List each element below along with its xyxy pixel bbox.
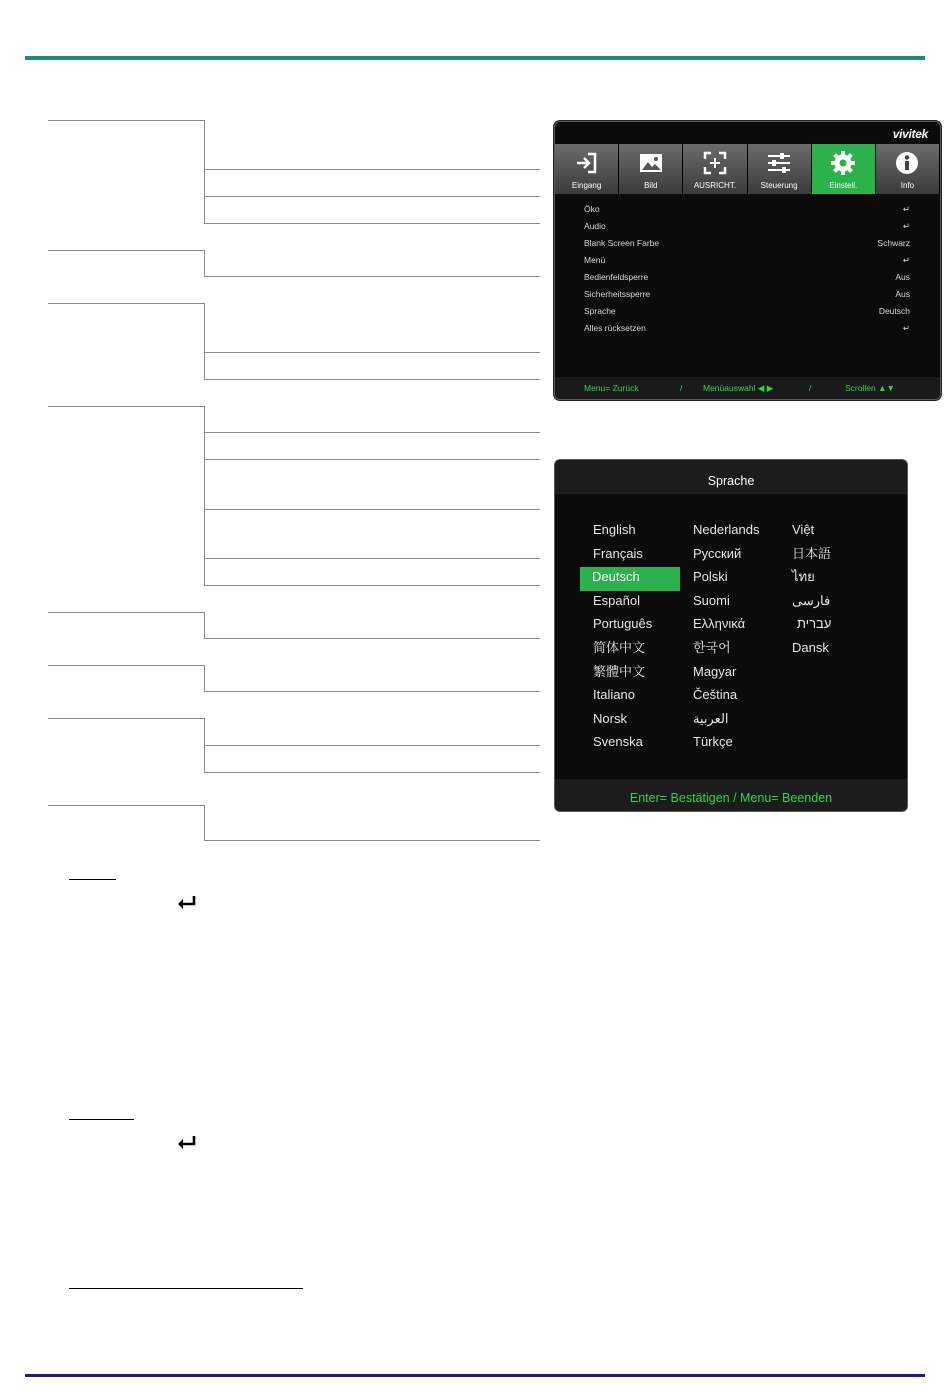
language-option[interactable]: Türkçe	[693, 734, 733, 750]
tab-label: AUSRICHT.	[693, 181, 737, 190]
language-option[interactable]: Čeština	[693, 687, 738, 703]
tab-eingang[interactable]	[555, 144, 619, 194]
tab-label: Eingang	[571, 181, 602, 190]
language-option[interactable]: Norsk	[593, 710, 627, 726]
image-icon	[638, 150, 664, 176]
info-icon	[894, 150, 920, 176]
language-option[interactable]: 繁體中文	[593, 663, 646, 679]
input-icon	[574, 150, 600, 176]
menu-row-oeko[interactable]	[555, 202, 940, 219]
section-underline	[69, 1288, 303, 1289]
tab-steuerung[interactable]	[748, 144, 812, 194]
section-underline	[69, 879, 116, 880]
language-option[interactable]: العربية	[693, 710, 729, 726]
language-option[interactable]: English	[593, 522, 636, 537]
language-menu-title: Sprache	[555, 460, 907, 494]
menu-row-label: Sicherheitssperre	[584, 289, 651, 299]
menu-row-label: Sprache	[584, 306, 616, 316]
footer-scroll: Scrollen ▲▼	[845, 383, 895, 393]
tab-label: Info	[900, 181, 915, 190]
enter-icon: ↵	[902, 204, 910, 214]
language-option[interactable]: עברית	[797, 616, 832, 632]
gear-icon	[830, 150, 856, 176]
language-column-2	[681, 520, 780, 756]
language-option[interactable]: Việt	[792, 522, 815, 537]
osd-footer	[555, 377, 940, 399]
language-option[interactable]: 日本語	[792, 545, 832, 561]
language-option[interactable]: Magyar	[693, 663, 737, 679]
language-option[interactable]: Svenska	[593, 734, 643, 750]
language-option[interactable]: Português	[593, 616, 653, 632]
enter-icon	[176, 1135, 198, 1151]
osd-settings-menu	[554, 121, 941, 400]
section-underline	[69, 1119, 134, 1120]
sliders-icon	[766, 150, 792, 176]
language-option[interactable]: Suomi	[693, 592, 730, 608]
tab-info[interactable]	[876, 144, 940, 194]
footer-separator: /	[809, 383, 812, 393]
enter-icon: ↵	[902, 255, 910, 265]
language-option[interactable]: Français	[593, 545, 643, 561]
menu-row-value: Aus	[895, 272, 910, 282]
menu-row-value: Aus	[895, 289, 910, 299]
menu-row-value: Schwarz	[877, 238, 910, 248]
footer-select: Menüauswahl ◀ ▶	[703, 383, 774, 393]
enter-icon	[176, 895, 198, 911]
menu-row-menue[interactable]	[555, 253, 940, 270]
language-option[interactable]: Español	[593, 592, 640, 608]
menu-row-alles-ruecksetzen[interactable]	[555, 321, 940, 338]
menu-row-label: Menü	[584, 255, 606, 265]
menu-row-audio[interactable]	[555, 219, 940, 236]
menu-row-bedienfeldsperre[interactable]	[555, 270, 940, 287]
footer-separator: /	[680, 383, 683, 393]
menu-row-sicherheitssperre[interactable]	[555, 287, 940, 304]
tab-einstell[interactable]	[812, 144, 876, 194]
language-option-selected[interactable]: Deutsch	[580, 567, 680, 591]
menu-row-blank-screen-farbe[interactable]	[555, 236, 940, 253]
menu-row-label: Audio	[584, 221, 606, 231]
language-option[interactable]: Italiano	[593, 687, 635, 703]
osd-tab-bar	[555, 144, 940, 194]
tab-bild[interactable]	[619, 144, 683, 194]
alignment-icon	[702, 150, 728, 176]
vivitek-logo: vivitek	[892, 127, 928, 141]
tab-label: Einstell.	[829, 181, 858, 190]
tab-label: Bild	[644, 181, 658, 190]
menu-row-label: Bedienfeldsperre	[584, 272, 649, 282]
top-rule	[25, 56, 925, 60]
footer-back: Menu= Zurück	[584, 383, 639, 393]
language-option[interactable]: Polski	[693, 569, 728, 585]
language-option[interactable]: Dansk	[792, 639, 829, 655]
language-option[interactable]: Ελληνικά	[693, 616, 746, 632]
tab-label: Steuerung	[760, 181, 798, 190]
language-option[interactable]: ไทย	[792, 569, 815, 585]
menu-row-value: Deutsch	[878, 306, 910, 316]
enter-icon: ↵	[902, 221, 910, 231]
tab-ausricht[interactable]	[683, 144, 747, 194]
menu-row-sprache[interactable]	[555, 304, 940, 321]
language-menu-footer: Enter= Bestätigen / Menu= Beenden	[555, 779, 907, 811]
menu-row-label: Öko	[584, 204, 600, 214]
bottom-rule	[25, 1374, 925, 1377]
language-option[interactable]: 한국어	[693, 639, 731, 655]
menu-row-label: Alles rücksetzen	[584, 323, 646, 333]
osd-settings-list	[555, 202, 940, 338]
language-option[interactable]: Русский	[693, 545, 742, 561]
language-option[interactable]: Nederlands	[693, 522, 760, 537]
menu-row-label: Blank Screen Farbe	[584, 238, 660, 248]
language-column-1	[581, 520, 680, 756]
osd-language-menu	[554, 459, 908, 812]
language-option[interactable]: فارسی	[792, 592, 831, 608]
language-column-3	[780, 520, 884, 662]
language-option[interactable]: 简体中文	[593, 639, 646, 655]
enter-icon: ↵	[902, 323, 910, 333]
